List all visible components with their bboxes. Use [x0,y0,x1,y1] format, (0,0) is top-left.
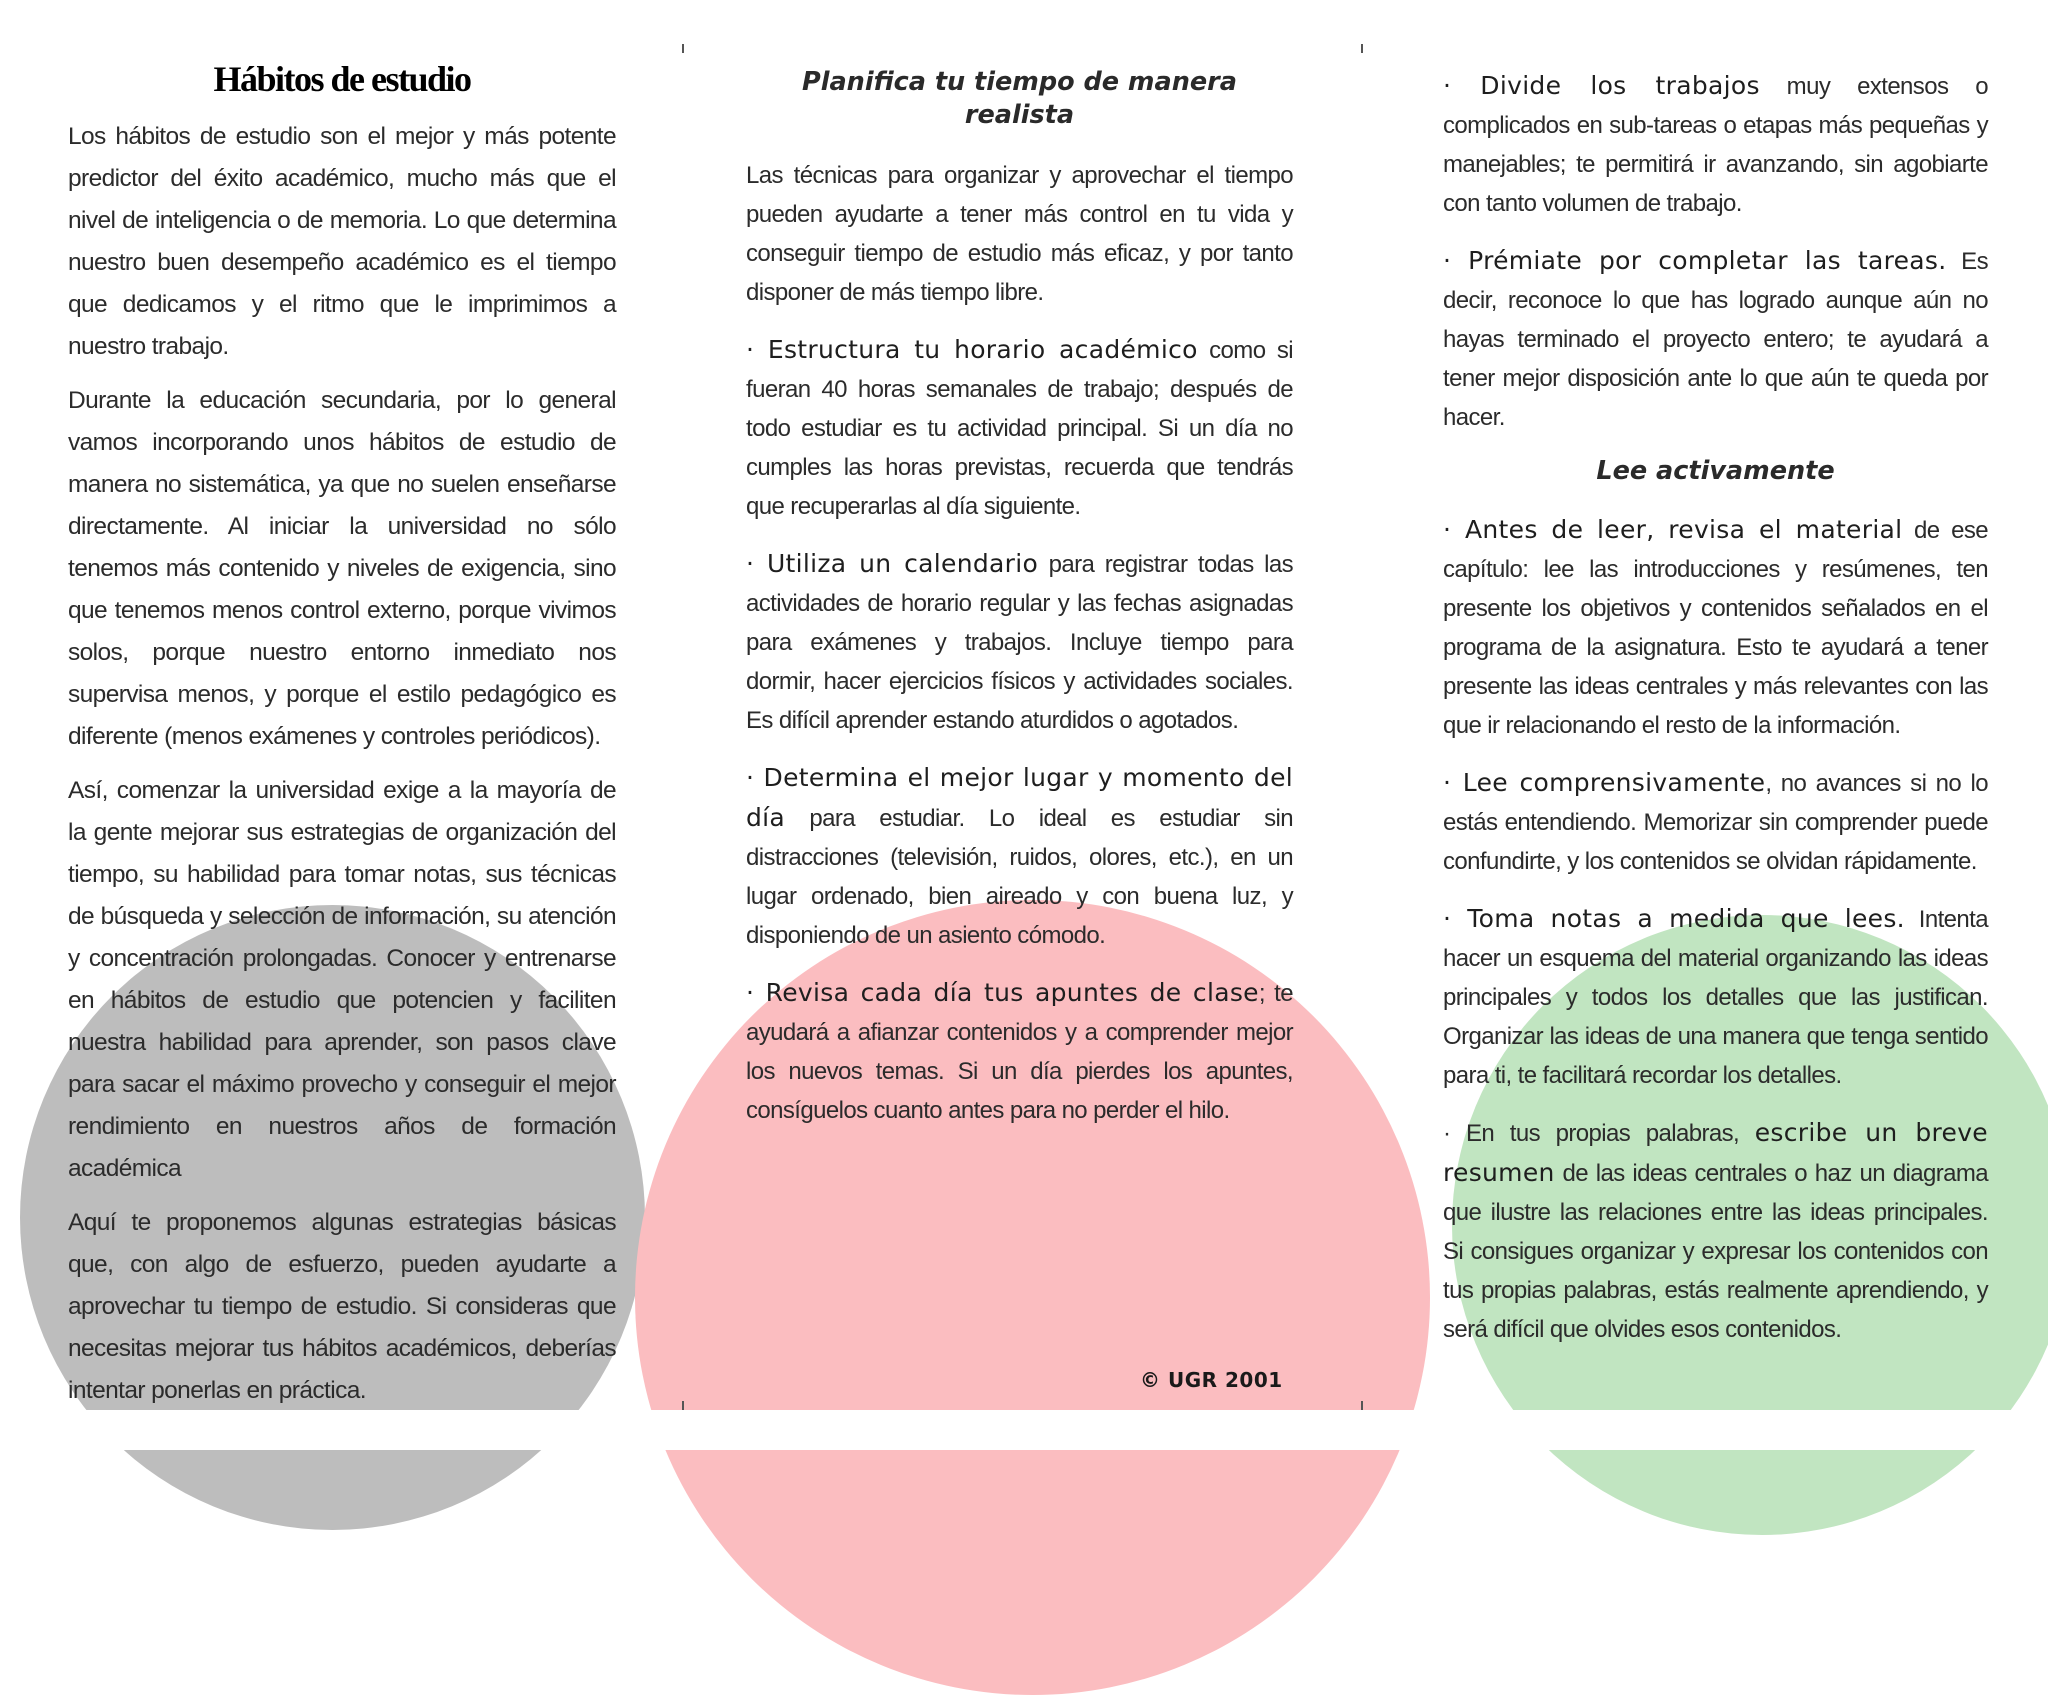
tip-lee-comprensivamente [1443,763,1988,881]
tip-text: Intenta hacer un esquema del material organizando las ideas principales y todos los detalles que las justifican. Organizar las ideas de una manera que tenga sentido para ti, te facilitará recordar los detalles. [1443,906,1988,1090]
secondary-education-paragraph: Durante la educación secundaria, por lo general vamos incorporando unos hábitos de estudio de manera no sistemática, ya que no suelen enseñarse directamente. Al iniciar la universidad no sólo tenemos más contenido y niveles de exigencia, sino que tenemos menos control externo, porque vivimos solos, porque nuestro entorno inmediato nos supervisa menos, y porque el estilo pedagógico es diferente (menos exámenes y controles periódicos). [68,386,616,750]
tip-text: para registrar todas las actividades de horario regular y las fechas asignadas para exámenes y trabajos. Incluye tiempo para dormir, hacer ejercicios físicos y actividades sociales. Es difícil aprender estando aturdidos o agotados. [746,551,1293,735]
university-demands-paragraph: Así, comenzar la universidad exige a la mayoría de la gente mejorar sus estrategias de organización del tiempo, su habilidad para tomar notas, sus técnicas de búsqueda y selección de información, su atención y concentración prolongadas. Conocer y entrenarse en hábitos de estudio que potencien y faciliten nuestra habilidad para aprender, son pasos clave para sacar el máximo provecho y conseguir el mejor rendimiento en nuestros años de formación académica [68,776,616,1182]
tip-text: de ese capítulo: lee las introducciones y resúmenes, ten presente los objetivos y contenidos señalados en el programa de la asignatura. Esto te ayudará a tener presente las ideas centrales y más relevantes con las que ir relacionando el resto de la información. [1443,517,1988,740]
tip-text: para estudiar. Lo ideal es estudiar sin distracciones (televisión, ruidos, olores, etc.), en un lugar ordenado, bien aireado y con buena luz, y disponiendo de un asiento cómodo. [746,805,1293,950]
tip-lead: · Determina el mejor lugar y momento del día [746,763,1293,833]
planning-intro-paragraph: Las técnicas para organizar y aprovechar el tiempo pueden ayudarte a tener más control en tu vida y conseguir tiempo de estudio más eficaz, y por tanto disponer de más tiempo libre. [746,162,1293,307]
fold-mark-bottom-right [1361,1401,1363,1410]
tip-mejor-lugar [746,758,1293,955]
tip-lead: · Divide los trabajos [1443,71,1760,100]
tip-revisa-apuntes [746,973,1293,1130]
tip-lead: · Toma notas a medida que lees. [1443,904,1905,934]
tip-lead: · Prémiate por completar las tareas. [1443,246,1947,275]
tip-text: muy extensos o complicados en sub-tareas o etapas más pequeñas y manejables; te permitirá ir avanzando, sin agobiarte con tanto volumen de trabajo. [1443,73,1988,217]
tip-text: como si fueran 40 horas semanales de trabajo; después de todo estudiar es tu actividad principal. Si un día no cumples las horas previstas, recuerda que tendrás que recuperarlas al día siguiente. [746,337,1294,521]
tip-lead: · Estructura tu horario académico [746,335,1198,365]
strategies-proposal-paragraph: Aquí te proponemos algunas estrategias básicas que, con algo de esfuerzo, pueden ayudarte a aprovechar tu tiempo de estudio. Si consideras que necesitas mejorar tus hábitos académicos, deberías intentar ponerlas en práctica. [68,1208,616,1404]
fold-mark-top-right [1361,44,1363,53]
tip-estructura-horario [746,330,1293,526]
fold-mark-top-left [682,44,684,53]
tip-text: Es decir, reconoce lo que has logrado aunque aún no hayas terminado el proyecto entero; te ayudará a tener mejor disposición ante lo que aún te queda por hacer. [1443,248,1988,431]
fold-mark-bottom-left [682,1401,684,1410]
tip-lead: · Antes de leer, revisa el material [1443,515,1903,545]
tip-utiliza-calendario [746,544,1293,740]
copyright-footer: © UGR 2001 [1140,1368,1283,1392]
panel-left [68,52,616,1424]
tip-divide-trabajos [1443,66,1988,223]
intro-paragraph: Los hábitos de estudio son el mejor y más potente predictor del éxito académico, mucho más que el nivel de inteligencia o de memoria. Lo que determina nuestro buen desempeño académico es el tiempo que dedicamos y el ritmo que le imprimimos a nuestro trabajo. [68,122,616,360]
tip-escribe-resumen [1443,1113,1988,1349]
panel-middle [746,66,1293,1148]
tip-lead: · Lee comprensivamente [1443,768,1766,798]
tip-text: , no avances si no lo estás entendiendo. Memorizar sin comprender puede confundirte, y los contenidos se olvidan rápidamente. [1443,770,1988,876]
tip-text: ; te ayudará a afianzar contenidos y a comprender mejor los nuevos temas. Si un día pierdes los apuntes, consíguelos cuanto antes para no perder el hilo. [746,980,1293,1125]
section-heading-planifica: Planifica tu tiempo de manera realista [802,67,1237,131]
tip-lead: escribe un breve resumen [1443,1118,1988,1188]
tip-lead: · Utiliza un calendario [746,549,1039,579]
panel-right [1443,66,1988,1367]
tip-prefix: · En tus propias palabras, [1443,1120,1755,1148]
tip-lead: · Revisa cada día tus apuntes de clase [746,978,1259,1008]
tip-text: de las ideas centrales o haz un diagrama que ilustre las relaciones entre las ideas principales. Si consigues organizar y expresar los contenidos con tus propias palabras, estás realmente aprendiendo, y será difícil que olvides esos contenidos. [1443,1160,1988,1344]
brochure-title: Hábitos de estudio [213,59,471,99]
tip-antes-de-leer [1443,510,1988,745]
tip-premiate [1443,241,1988,437]
tip-toma-notas [1443,899,1988,1095]
section-heading-lee: Lee activamente [1596,456,1835,486]
